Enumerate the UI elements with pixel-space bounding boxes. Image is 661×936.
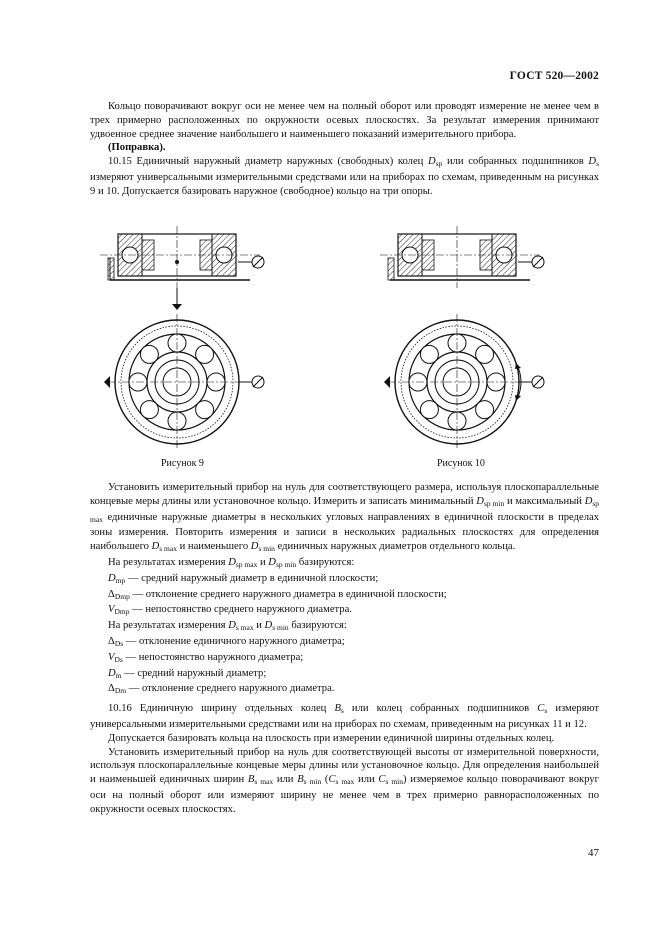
amendment-note: (Поправка).: [108, 142, 166, 154]
definition-item: $D_{mp}$ — средний наружный диаметр в единичной плоскости;: [108, 572, 379, 585]
paragraph-width-measure: Установить измерительный прибор на нуль для соответствующей высоты от измерительной поверхности, используя плоскопараллельные концевые меры длины или установочное кольцо. Для определения наибольшей и наименьшей единичных ширин $B_{s max}$ или $B_{s min}$ ($C_{s max}$ или $C_{s min}$) измеряемое кольцо поворачивают вокруг оси на полный оборот или измеряют ширину не менее чем в трех примерно равнорасположенных по окружности осевых плоскостях.: [90, 746, 599, 815]
paragraph-zero-setting: Установить измерительный прибор на нуль для соответствующего размера, используя плоскопараллельные концевые меры длины или установочное кольцо. Измерить и записать минимальный $D_{sp min}$ и максимальный $D_{sp max}$ единичные наружные диаметры в нескольких угловых направлениях в единичной плоскости в пределах зоны измерения. Повторить измерения и записи в нескольких радиальных плоскостях для определения наибольшего $D_{s max}$ и наименьшего $D_{s min}$ единичных наружных диаметров отдельного кольца.: [90, 482, 600, 554]
figure-10-drawing: [380, 222, 560, 450]
page-number: 47: [588, 847, 599, 859]
definitions-list-1: [90, 572, 599, 619]
definition-item: $\Delta_{Dmp}$ — отклонение среднего наружного диаметра в единичной плоскости;: [108, 588, 447, 601]
figure-9-caption: Рисунок 9: [161, 458, 204, 469]
definition-item: $V_{Dmp}$ — непостоянство среднего наружного диаметра.: [108, 604, 352, 617]
page-header: ГОСТ 520—2002: [509, 70, 599, 82]
definition-item: $\Delta_{Dm}$ — отклонение среднего наружного диаметра.: [108, 683, 335, 696]
definition-item: $V_{Ds}$ — непостоянство наружного диаметра;: [108, 651, 304, 664]
intro-s-results: На результатах измерения $D_{s max}$ и $D_{s min}$ базируются:: [108, 620, 347, 633]
paragraph-rotation: Кольцо поворачивают вокруг оси не менее чем на полный оборот или проводят измерение не менее чем в трех примерно расположенных по окружности осевых плоскостях. За результат измерения принимают удвоенное среднее значение наибольшего и наименьшего показаний измерительного прибора.: [90, 101, 599, 140]
definition-item: $\Delta_{Ds}$ — отклонение единичного наружного диаметра;: [108, 635, 345, 648]
definitions-list-2: [90, 635, 599, 698]
text-block-bottom: [90, 481, 599, 817]
figure-10-caption: Рисунок 10: [437, 458, 485, 469]
definition-item: $D_m$ — средний наружный диаметр;: [108, 667, 267, 680]
text-block-top: [90, 100, 599, 199]
intro-sp-results: На результатах измерения $D_{sp max}$ и $D_{sp min}$ базируются:: [108, 556, 355, 569]
paragraph-10-16: 10.16 Единичную ширину отдельных колец $B_s$ или колец собранных подшипников $C_s$ измеряют универсальными измерительными средствами или на приборах по схемам, приведенным на рисунках 11 и 12.: [90, 703, 599, 730]
figure-9-drawing: [100, 222, 280, 450]
paragraph-10-15: 10.15 Единичный наружный диаметр наружных (свободных) колец $D_{sp}$ или собранных подшипников $D_s$ измеряют универсальными измерительными средствами или на приборах по схемам, приведенным на рисунках 9 и 10. Допускается базировать наружное (свободное) кольцо на три опоры.: [90, 156, 599, 197]
paragraph-base-plane: Допускается базировать кольца на плоскость при измерении единичной ширины отдельных колец.: [108, 732, 555, 744]
